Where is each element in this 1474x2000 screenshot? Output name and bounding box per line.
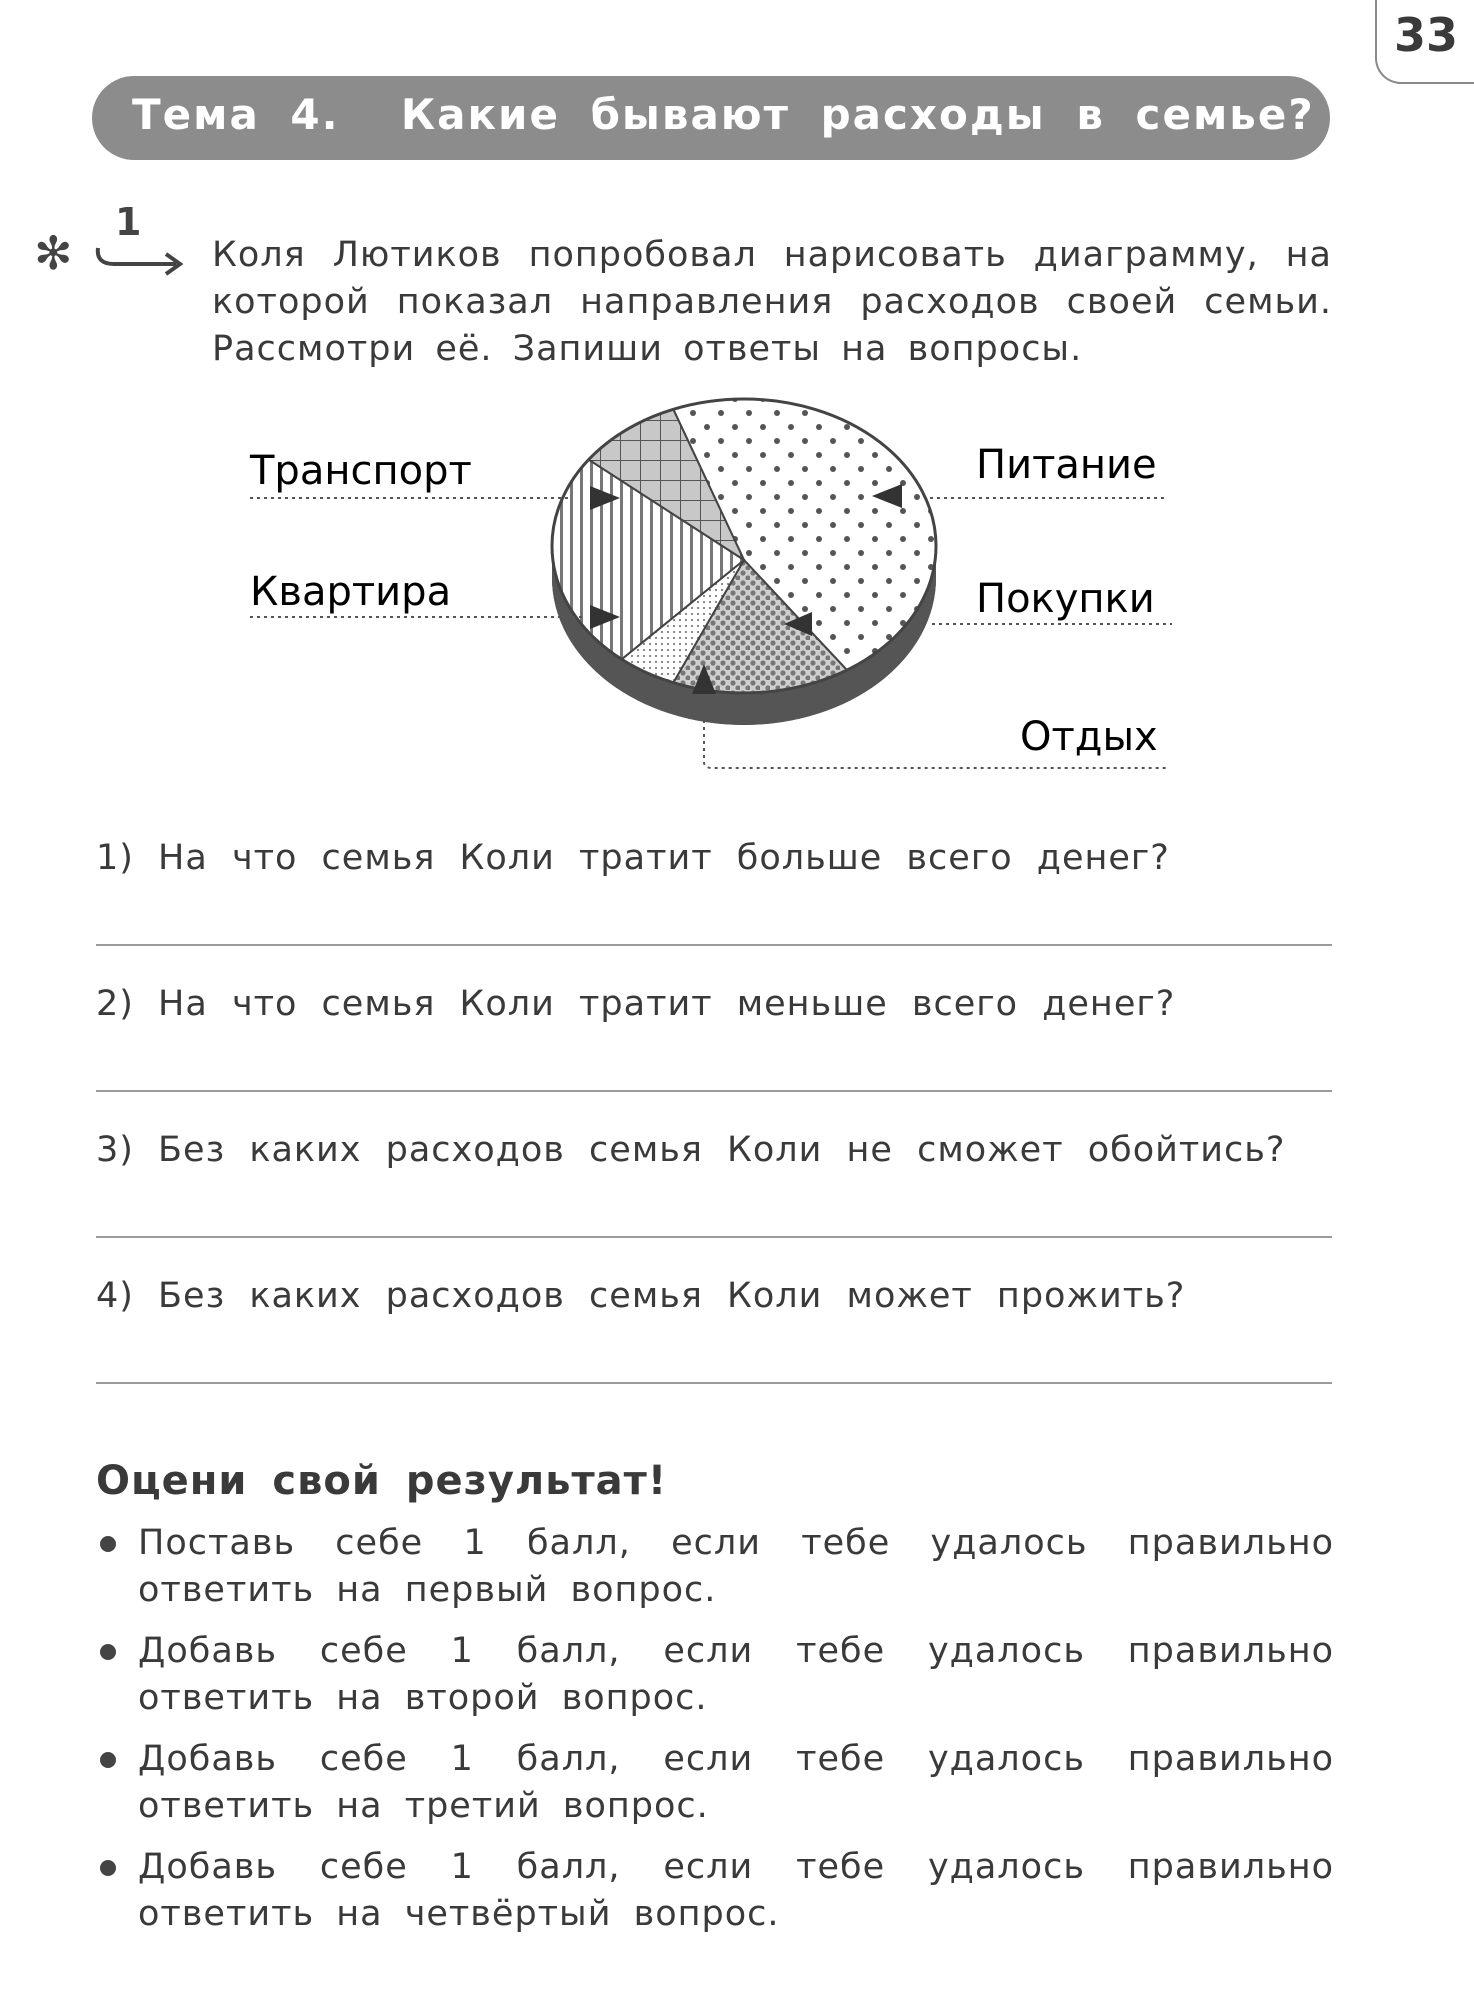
question-2: 2) На что семья Коли тратит меньше всего денег?	[96, 984, 1176, 1024]
bullet-icon	[100, 1536, 116, 1552]
label-purchases: Покупки	[976, 576, 1155, 622]
label-food: Питание	[976, 442, 1157, 488]
label-apartment: Квартира	[250, 569, 452, 615]
bullet-icon	[100, 1752, 116, 1768]
question-1: 1) На что семья Коли тратит больше всего денег?	[96, 838, 1170, 878]
answer-line-1[interactable]	[96, 944, 1332, 946]
bullet-icon	[100, 1644, 116, 1660]
evaluation-item-text: Добавь себе 1 балл, если тебе удалось правильно ответить на третий вопрос.	[138, 1739, 1334, 1826]
expense-pie-chart	[0, 0, 1474, 800]
topic-title: Тема 4. Какие бывают расходы в семье?	[132, 90, 1315, 139]
evaluation-item-text: Добавь себе 1 балл, если тебе удалось правильно ответить на второй вопрос.	[138, 1631, 1334, 1718]
answer-line-2[interactable]	[96, 1090, 1332, 1092]
evaluation-title: Оцени свой результат!	[96, 1458, 668, 1504]
label-transport: Транспорт	[250, 448, 472, 494]
answer-line-4[interactable]	[96, 1382, 1332, 1384]
task-number: 1	[115, 200, 142, 244]
evaluation-item-text: Поставь себе 1 балл, если тебе удалось правильно ответить на первый вопрос.	[138, 1523, 1334, 1610]
evaluation-item-text: Добавь себе 1 балл, если тебе удалось правильно ответить на четвёртый вопрос.	[138, 1847, 1334, 1934]
pie-slices	[552, 399, 936, 693]
answer-line-3[interactable]	[96, 1236, 1332, 1238]
question-3: 3) Без каких расходов семья Коли не сможет обойтись?	[96, 1130, 1286, 1170]
question-4: 4) Без каких расходов семья Коли может прожить?	[96, 1276, 1186, 1316]
bullet-icon	[100, 1860, 116, 1876]
task-instruction: Коля Лютиков попробовал нарисовать диаграмму, на которой показал направления расходов своей семьи. Рассмотри её. Запиши ответы на вопросы.	[212, 235, 1332, 369]
label-rest: Отдых	[1020, 714, 1158, 760]
page-number: 33	[1393, 8, 1458, 62]
difficulty-star-icon: ✻	[34, 226, 73, 280]
